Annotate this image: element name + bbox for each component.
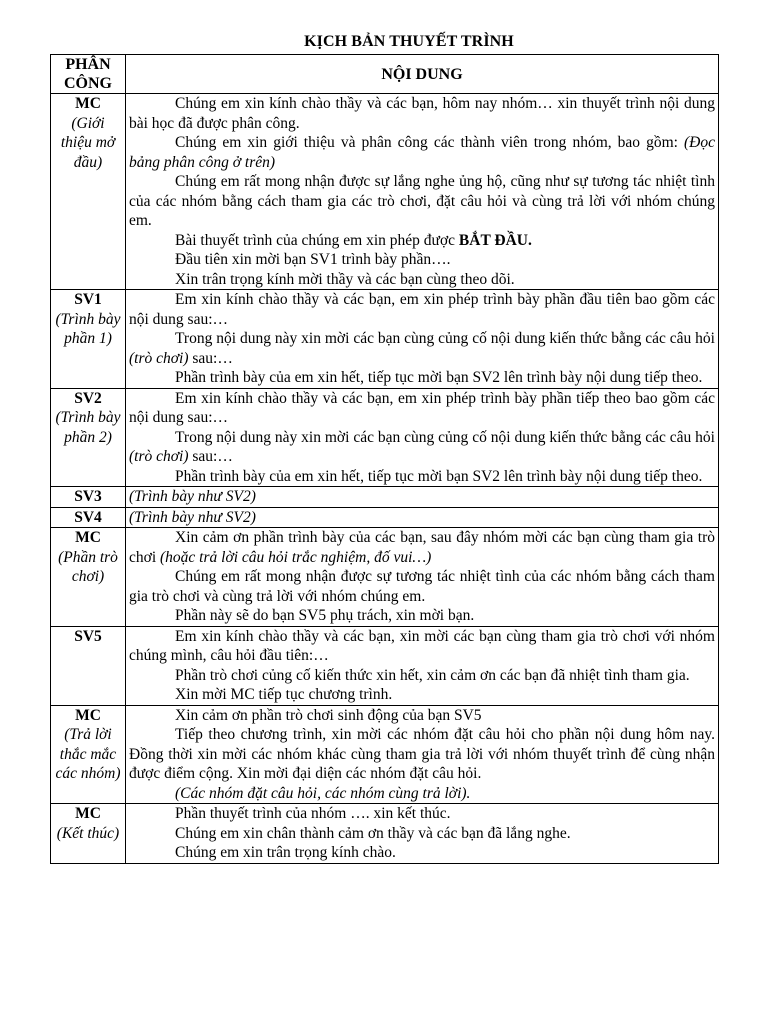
script-paragraph (129, 784, 715, 804)
script-paragraph (129, 290, 715, 329)
paragraph-text-after: sau:… (188, 349, 233, 367)
role-code: SV5 (74, 627, 102, 645)
table-row (51, 388, 719, 487)
content-cell (126, 626, 719, 705)
paragraph-text: Trong nội dung này xin mời các bạn cùng củng cố nội dung kiến thức bằng các câu hỏi (175, 330, 715, 347)
script-paragraph (129, 666, 715, 686)
script-paragraph (129, 824, 715, 844)
script-paragraph (129, 389, 715, 428)
paragraph-text: Bài thuyết trình của chúng em xin phép được (175, 231, 459, 249)
script-paragraph (129, 94, 715, 133)
script-paragraph (129, 133, 715, 172)
role-description: (Trình bày phần 2) (55, 409, 121, 446)
script-paragraph (129, 428, 715, 467)
content-cell (126, 290, 719, 389)
paragraph-text: Phần này sẽ do bạn SV5 phụ trách, xin mời bạn. (175, 607, 475, 624)
paragraph-text: Phần thuyết trình của nhóm …. xin kết thúc. (175, 805, 451, 822)
paragraph-text: Em xin kính chào thầy và các bạn, em xin phép trình bày phần tiếp theo bao gồm các nội dung sau:… (129, 389, 715, 426)
script-paragraph (129, 706, 715, 726)
role-code: SV2 (74, 389, 102, 407)
paragraph-text: Đầu tiên xin mời bạn SV1 trình bày phần…. (175, 251, 451, 268)
role-description: (Trình bày phần 1) (55, 310, 121, 347)
paragraph-text: Chúng em rất mong nhận được sự tương tác nhiệt tình của các nhóm bằng cách tham gia trò chơi và cùng trả lời với nhóm chúng em. (129, 568, 715, 605)
role-description: (Trả lời thắc mắc các nhóm) (55, 726, 121, 782)
script-paragraph (129, 250, 715, 270)
script-paragraph (129, 329, 715, 368)
paragraph-text-after: sau:… (188, 448, 233, 465)
script-paragraph (129, 508, 715, 528)
role-code: MC (75, 95, 101, 112)
role-cell (51, 290, 126, 389)
content-cell (126, 804, 719, 864)
paragraph-text: Phần trình bày của em xin hết, tiếp tục mời bạn SV2 lên trình bày nội dung tiếp theo. (175, 369, 703, 386)
script-paragraph (129, 528, 715, 567)
paragraph-text: Trong nội dung này xin mời các bạn cùng củng cố nội dung kiến thức bằng các câu hỏi (175, 428, 715, 446)
paragraph-text: Chúng em xin trân trọng kính chào. (175, 844, 396, 861)
table-row (51, 804, 719, 864)
content-cell (126, 528, 719, 627)
paragraph-text: Em xin kính chào thầy và các bạn, xin mời các bạn cùng tham gia trò chơi với nhóm chúng mình, câu hỏi đầu tiên:… (129, 627, 715, 664)
script-paragraph (129, 685, 715, 705)
paragraph-text: Chúng em xin giới thiệu và phân công các thành viên trong nhóm, bao gồm: (175, 134, 684, 151)
role-description: (Kết thúc) (56, 824, 120, 842)
document-title: KỊCH BẢN THUYẾT TRÌNH (304, 33, 514, 50)
role-cell (51, 507, 126, 528)
script-paragraph (129, 368, 715, 388)
table-row (51, 705, 719, 804)
paragraph-text: Xin trân trọng kính mời thầy và các bạn cùng theo dõi. (175, 270, 515, 288)
paragraph-text: Chúng em xin kính chào thầy và các bạn, hôm nay nhóm… xin thuyết trình nội dung bài học đã được phân công. (129, 95, 715, 132)
content-cell (126, 507, 719, 528)
paragraph-text: Chúng em xin chân thành cảm ơn thầy và các bạn đã lắng nghe. (175, 824, 571, 842)
paragraph-italic-note: (trò chơi) (129, 349, 189, 367)
script-table (50, 54, 719, 864)
paragraph-bold-text: BẮT ĐẦU. (458, 231, 532, 249)
role-code: MC (75, 805, 101, 822)
table-row (51, 507, 719, 528)
role-code: SV4 (74, 508, 102, 526)
role-cell (51, 705, 126, 804)
script-paragraph (129, 231, 715, 251)
role-cell (51, 388, 126, 487)
paragraph-text: Xin mời MC tiếp tục chương trình. (175, 686, 393, 703)
paragraph-italic-note: (Trình bày như SV2) (129, 508, 256, 526)
script-paragraph (129, 270, 715, 290)
script-paragraph (129, 172, 715, 231)
paragraph-text: Em xin kính chào thầy và các bạn, em xin phép trình bày phần đầu tiên bao gồm các nội dung sau:… (129, 291, 715, 328)
paragraph-italic-note: (trò chơi) (129, 448, 189, 465)
script-paragraph (129, 725, 715, 784)
table-row (51, 528, 719, 627)
table-row (51, 94, 719, 290)
script-paragraph (129, 467, 715, 487)
script-paragraph (129, 487, 715, 507)
role-cell (51, 94, 126, 290)
role-code: MC (75, 706, 101, 724)
paragraph-text: Phần trò chơi củng cố kiến thức xin hết, xin cảm ơn các bạn đã nhiệt tình tham gia. (175, 666, 690, 684)
script-paragraph (129, 606, 715, 626)
content-cell (126, 94, 719, 290)
paragraph-italic-note: (Các nhóm đặt câu hỏi, các nhóm cùng trả lời). (175, 784, 471, 802)
paragraph-text: Phần trình bày của em xin hết, tiếp tục mời bạn SV2 lên trình bày nội dung tiếp theo. (175, 467, 703, 485)
table-row (51, 290, 719, 389)
paragraph-italic-note: (Trình bày như SV2) (129, 488, 256, 505)
role-code: SV1 (74, 291, 102, 308)
role-cell (51, 804, 126, 864)
table-header-row (51, 55, 719, 94)
table-body (51, 94, 719, 864)
role-cell (51, 487, 126, 508)
paragraph-text: Xin cảm ơn phần trình bày của các bạn, sau đây nhóm mời các bạn cùng tham gia trò chơi (129, 529, 715, 566)
paragraph-text: Tiếp theo chương trình, xin mời các nhóm đặt câu hỏi cho phần nội dung hôm nay. Đồng thời xin mời các nhóm khác cùng tham gia trả lời với nhóm thuyết trình để cùng nhận được điểm cộng. Xin mời đại diện các nhóm đặt câu hỏi. (129, 726, 715, 782)
role-description: (Phần trò chơi) (58, 548, 118, 585)
paragraph-italic-note: (hoặc trả lời câu hỏi trắc nghiệm, đố vui…) (160, 548, 432, 566)
paragraph-text: Xin cảm ơn phần trò chơi sinh động của bạn SV5 (175, 706, 482, 724)
script-paragraph (129, 567, 715, 606)
script-paragraph (129, 627, 715, 666)
role-code: MC (75, 529, 101, 546)
role-code: SV3 (74, 488, 102, 505)
content-cell (126, 487, 719, 508)
paragraph-italic-note: (Đọc bảng phân công ở trên) (129, 134, 715, 171)
script-paragraph (129, 804, 715, 824)
content-cell (126, 705, 719, 804)
table-row (51, 487, 719, 508)
header-content: NỘI DUNG (126, 55, 719, 94)
header-role: PHÂN CÔNG (51, 55, 126, 94)
role-cell (51, 528, 126, 627)
table-row (51, 626, 719, 705)
content-cell (126, 388, 719, 487)
role-cell (51, 626, 126, 705)
script-paragraph (129, 843, 715, 863)
role-description: (Giới thiệu mở đầu) (60, 114, 116, 171)
paragraph-text: Chúng em rất mong nhận được sự lắng nghe ủng hộ, cũng như sự tương tác nhiệt tình của các nhóm bằng cách tham gia các trò chơi, đặt câu hỏi và cùng trả lời với nhóm chúng em. (129, 173, 715, 229)
